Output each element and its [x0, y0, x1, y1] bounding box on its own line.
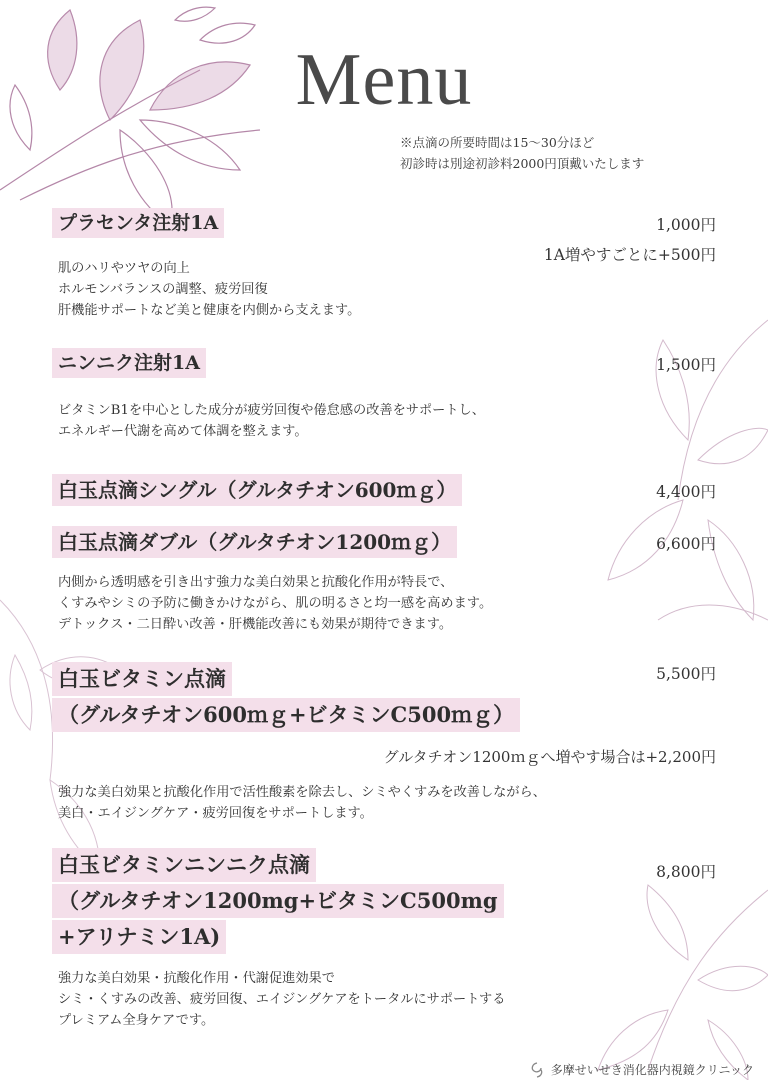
menu-item-description — [58, 400, 485, 442]
menu-item-price: 4,400円 — [656, 483, 716, 501]
desc-line: 強力な美白効果・抗酸化作用・代謝促進効果で — [58, 971, 335, 986]
note-line: ※点滴の所要時間は15～30分ほど — [400, 135, 595, 150]
clinic-footer — [529, 1061, 754, 1078]
desc-line: ビタミンB1を中心とした成分が疲労回復や倦怠感の改善をサポートし、 — [58, 403, 485, 418]
desc-line: くすみやシミの予防に働きかけながら、肌の明るさと均一感を高めます。 — [58, 596, 493, 611]
swirl-logo-icon — [529, 1062, 545, 1078]
menu-item-name: （グルタチオン600ｍｇ+ビタミンC500ｍｇ） — [52, 698, 520, 732]
desc-line: 強力な美白効果と抗酸化作用で活性酸素を除去し、シミやくすみを改善しながら、 — [58, 785, 546, 800]
desc-line: 肌のハリやツヤの向上 — [58, 261, 190, 276]
menu-item-description — [58, 782, 546, 824]
note-line: 初診時は別途初診料2000円頂戴いたします — [400, 156, 645, 171]
menu-item-name: ニンニク注射1A — [52, 348, 206, 378]
floral-decoration-bottom-right — [548, 880, 768, 1080]
menu-item-price: 8,800円 — [656, 863, 716, 881]
menu-item-name: +アリナミン1A) — [52, 920, 226, 954]
menu-item-description — [58, 968, 505, 1031]
notes — [394, 132, 754, 174]
menu-item-price: 6,600円 — [656, 535, 716, 553]
menu-item-name: （グルタチオン1200mg+ビタミンC500mg — [52, 884, 504, 918]
desc-line: デトックス・二日酔い改善・肝機能改善にも効果が期待できます。 — [58, 617, 453, 632]
menu-item-description — [58, 572, 492, 635]
menu-item-name: 白玉点滴シングル（グルタチオン600ｍｇ） — [52, 474, 462, 506]
clinic-name: 多摩せいせき消化器内視鏡クリニック — [550, 1063, 754, 1077]
menu-item-price: 1,000円 — [656, 216, 716, 234]
menu-item-name: 白玉ビタミン点滴 — [52, 662, 232, 696]
desc-line: 内側から透明感を引き出す強力な美白効果と抗酸化作用が特長で、 — [58, 575, 454, 590]
menu-item-name: 白玉ビタミンニンニク点滴 — [52, 848, 316, 882]
menu-item-extra-price: 1A増やすごとに+500円 — [543, 246, 716, 264]
desc-line: シミ・くすみの改善、疲労回復、エイジングケアをトータルにサポートする — [58, 992, 506, 1007]
desc-line: プレミアム全身ケアです。 — [58, 1013, 215, 1028]
menu-item-name: 白玉点滴ダブル（グルタチオン1200ｍｇ） — [52, 526, 457, 558]
menu-item-price: 1,500円 — [656, 356, 716, 374]
menu-item-extra-price: グルタチオン1200ｍｇへ増やす場合は+2,200円 — [383, 748, 716, 766]
menu-item-price: 5,500円 — [656, 665, 716, 683]
desc-line: ホルモンバランスの調整、疲労回復 — [58, 282, 268, 297]
menu-item-name: プラセンタ注射1A — [52, 208, 224, 238]
desc-line: 美白・エイジングケア・疲労回復をサポートします。 — [58, 806, 373, 821]
desc-line: 肝機能サポートなど美と健康を内側から支えます。 — [58, 303, 361, 318]
menu-item-description — [58, 258, 360, 321]
desc-line: エネルギー代謝を高めて体調を整えます。 — [58, 424, 308, 439]
page-title: Menu — [295, 39, 473, 121]
